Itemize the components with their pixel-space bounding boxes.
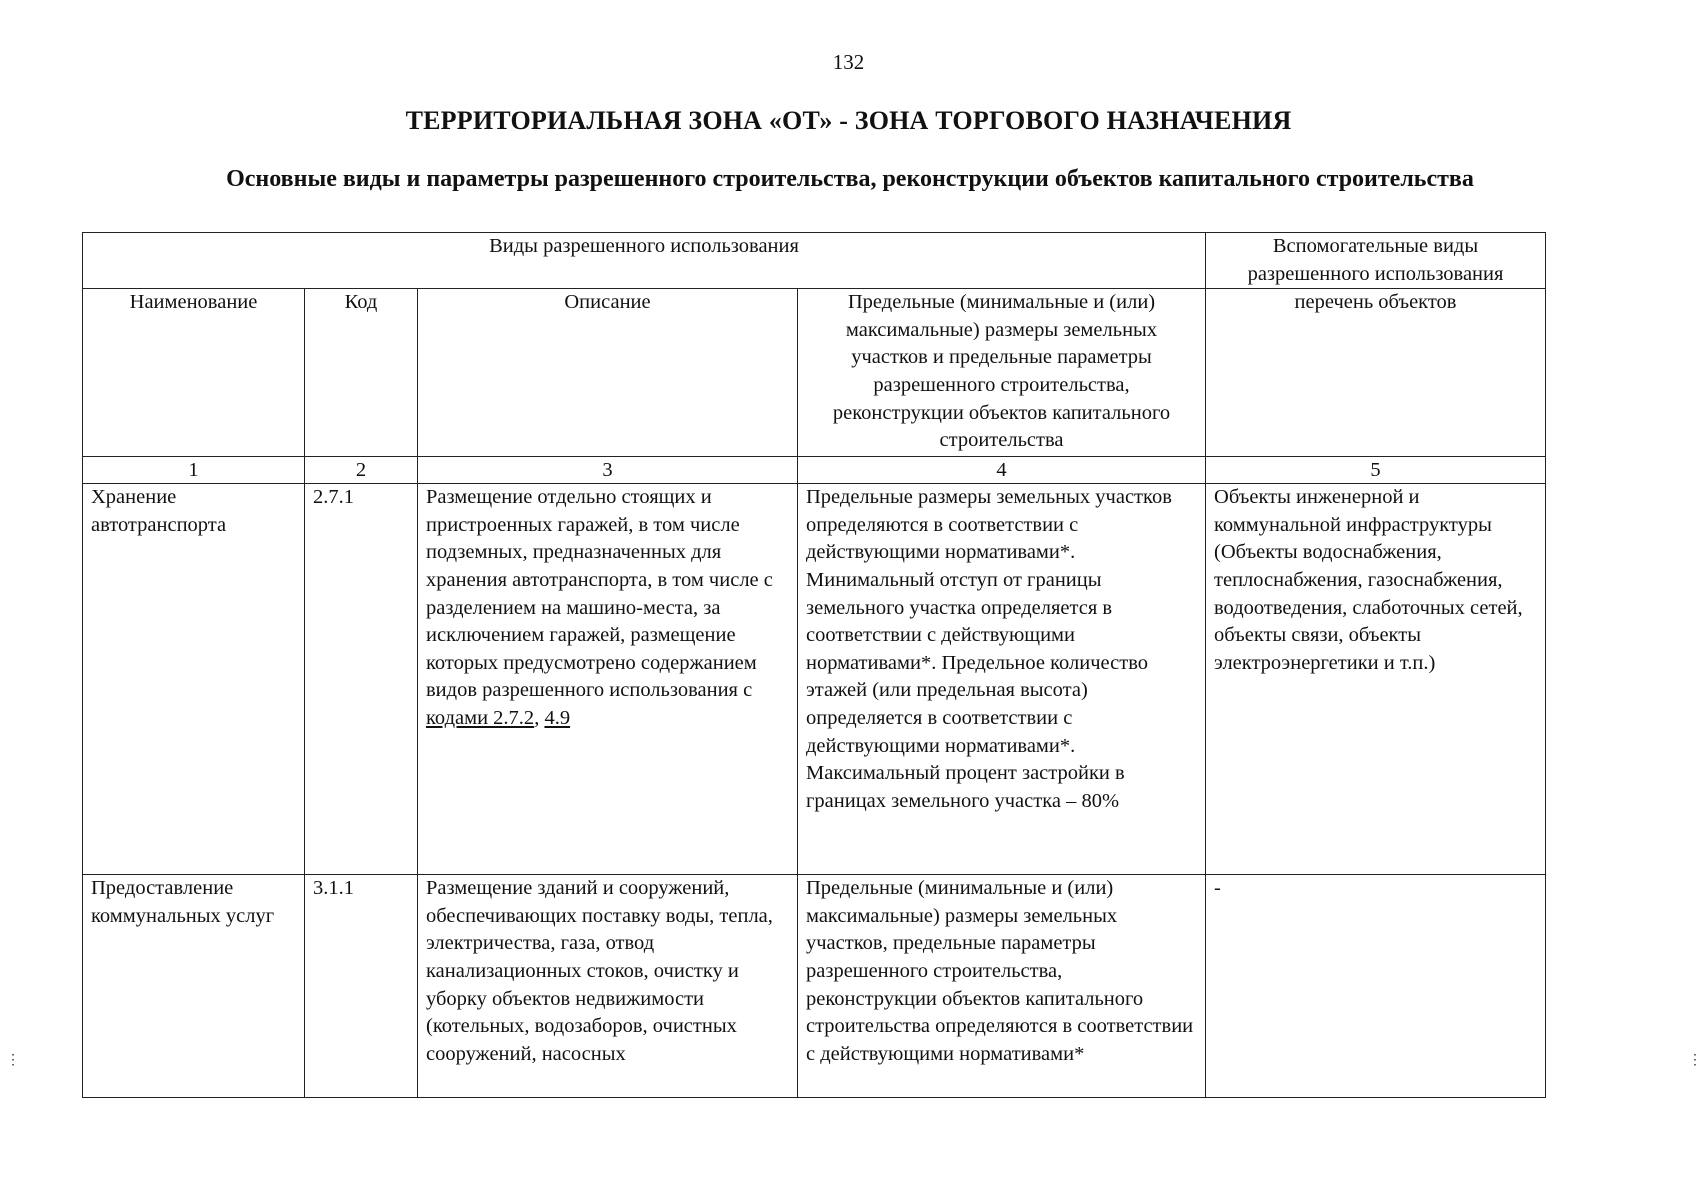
column-number: 1 [83,457,305,484]
row-description [418,484,798,875]
zone-title: ТЕРРИТОРИАЛЬНАЯ ЗОНА «ОТ» - ЗОНА ТОРГОВОГО НАЗНАЧЕНИЯ [405,106,1292,135]
scan-mark: ⋮ [6,1053,20,1068]
column-number: 5 [1206,457,1546,484]
table-column-header-row [83,289,1546,457]
column-number: 2 [305,457,418,484]
regulations-table [82,232,1546,1098]
row-aux: - [1206,875,1546,1098]
table-group-header-row [83,233,1546,289]
page-number: 132 [832,50,865,74]
column-header-limits: Предельные (минимальные и (или) максимальные) размеры земельных участков и предельные параметры разрешенного строительства, реконструкции объектов капитального строительства [798,289,1206,457]
row-code: 3.1.1 [305,875,418,1098]
column-number: 4 [798,457,1206,484]
row-limits: Предельные (минимальные и (или) максимальные) размеры земельных участков, предельные параметры разрешенного строительства, реконструкции объектов капитального строительства определяются в соответствии с действующими нормативами* [798,875,1206,1098]
row-limits: Предельные размеры земельных участков определяются в соответствии с действующими нормативами*. Минимальный отступ от границы земельного участка определяется в соответствии с действующими нормативами*. Предельное количество этажей (или предельная высота) определяется в соответствии с действующими нормативами*. Максимальный процент застройки в границах земельного участка – 80% [798,484,1206,875]
description-text: Размещение отдельно стоящих и пристроенных гаражей, в том числе подземных, предназначенных для хранения автотранспорта, в том числе с разделением на машино-места, за исключением гаражей, размещение которых предусмотрено содержанием видов разрешенного использования с [426,486,773,702]
column-header-name: Наименование [83,289,305,457]
row-description: Размещение зданий и сооружений, обеспечивающих поставку воды, тепла, электричества, газа, отвод канализационных стоков, очистку и уборку объектов недвижимости (котельных, водозаборов, очистных сооружений, насосных [418,875,798,1098]
table-row [83,484,1546,875]
row-name: Предоставление коммунальных услуг [83,875,305,1098]
zone-subtitle: Основные виды и параметры разрешенного строительства, реконструкции объектов капитального строительства [226,166,1474,192]
group-header-main: Виды разрешенного использования [83,233,1206,289]
table-row [83,875,1546,1098]
row-code: 2.7.1 [305,484,418,875]
description-separator: , [534,706,545,729]
column-header-code: Код [305,289,418,457]
code-link-4-9[interactable]: 4.9 [544,706,571,729]
row-aux: Объекты инженерной и коммунальной инфраструктуры (Объекты водоснабжения, теплоснабжения, газоснабжения, водоотведения, слаботочных сетей, объекты связи, объекты электроэнергетики и т.п.) [1206,484,1546,875]
column-number: 3 [418,457,798,484]
group-header-aux: Вспомогательные виды разрешенного использования [1206,233,1546,289]
code-link-2-7-2[interactable]: кодами 2.7.2 [426,706,535,729]
row-name: Хранение автотранспорта [83,484,305,875]
column-number-row [83,457,1546,484]
column-header-aux-list: перечень объектов [1206,289,1546,457]
scan-mark: ⋮ [1688,1053,1702,1068]
column-header-description: Описание [418,289,798,457]
